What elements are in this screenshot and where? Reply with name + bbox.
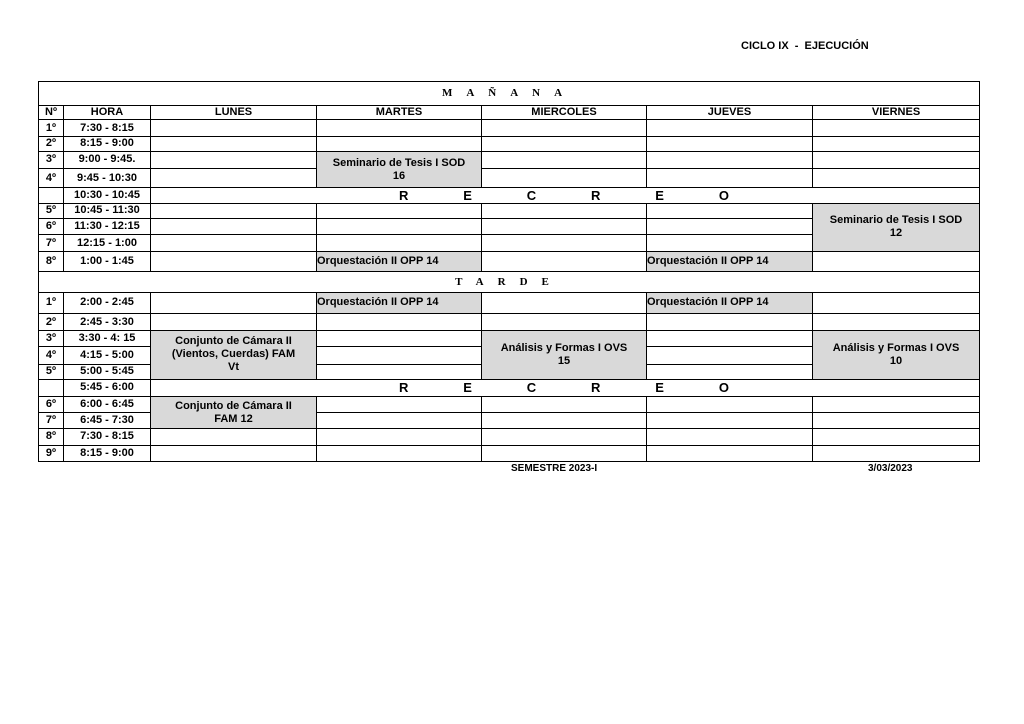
col-lunes-header: LUNES [151, 106, 317, 120]
table-row [39, 151, 980, 168]
row-hour: 10:30 - 10:45 [64, 188, 151, 203]
row-number: 2º [39, 313, 64, 330]
row-number: 3º [39, 151, 64, 168]
table-row [39, 313, 980, 330]
course-analisis-miercoles: Análisis y Formas I OVS 15 [482, 331, 647, 380]
row-hour: 9:45 - 10:30 [64, 169, 151, 188]
course-orquestacion-martes: Orquestación II OPP 14 [317, 252, 482, 272]
row-hour: 2:45 - 3:30 [64, 313, 151, 330]
recreo-banner: R E C R E O [151, 379, 980, 396]
course-conjunto-lunes: Conjunto de Cámara II (Vientos, Cuerdas) FAM Vt [151, 331, 317, 380]
table-row [39, 396, 980, 412]
row-hour: 7:30 - 8:15 [64, 120, 151, 136]
footer-date: 3/03/2023 [868, 463, 913, 474]
row-hour: 5:45 - 6:00 [64, 379, 151, 396]
col-martes-header: MARTES [317, 106, 482, 120]
row-hour: 5:00 - 5:45 [64, 364, 151, 379]
row-hour: 12:15 - 1:00 [64, 234, 151, 251]
row-number: 7º [39, 234, 64, 251]
table-row [39, 120, 980, 136]
row-number: 4º [39, 347, 64, 364]
course-orquestacion-martes-pm: Orquestación II OPP 14 [317, 292, 482, 313]
row-hour: 1:00 - 1:45 [64, 252, 151, 272]
row-number: 2º [39, 136, 64, 151]
col-viernes-header: VIERNES [813, 106, 980, 120]
schedule-table [38, 81, 980, 462]
row-hour: 10:45 - 11:30 [64, 203, 151, 218]
row-hour: 6:00 - 6:45 [64, 396, 151, 412]
table-row [39, 445, 980, 461]
table-row [39, 252, 980, 272]
row-hour: 9:00 - 9:45. [64, 151, 151, 168]
row-number: 8º [39, 429, 64, 445]
header-row [39, 106, 980, 120]
document-title: CICLO IX - EJECUCIÓN [741, 40, 869, 52]
row-hour: 8:15 - 9:00 [64, 136, 151, 151]
row-hour: 2:00 - 2:45 [64, 292, 151, 313]
row-number: 4º [39, 169, 64, 188]
course-orquestacion-jueves: Orquestación II OPP 14 [647, 252, 813, 272]
footer-semester: SEMESTRE 2023-I [511, 463, 598, 474]
row-number: 8º [39, 252, 64, 272]
row-number: 7º [39, 413, 64, 429]
col-jueves-header: JUEVES [647, 106, 813, 120]
section-morning: MAÑANA [39, 82, 980, 106]
section-afternoon: TARDE [39, 272, 980, 292]
course-conjunto-lunes-2: Conjunto de Cámara II FAM 12 [151, 396, 317, 428]
row-number: 5º [39, 364, 64, 379]
row-hour: 3:30 - 4: 15 [64, 331, 151, 347]
row-number: 6º [39, 396, 64, 412]
row-number: 3º [39, 331, 64, 347]
course-seminario-martes: Seminario de Tesis I SOD 16 [317, 151, 482, 187]
col-hour-header: HORA [64, 106, 151, 120]
course-orquestacion-jueves-pm: Orquestación II OPP 14 [647, 292, 813, 313]
col-miercoles-header: MIERCOLES [482, 106, 647, 120]
row-number: 6º [39, 218, 64, 234]
course-seminario-viernes: Seminario de Tesis I SOD 12 [813, 203, 980, 252]
row-number: 9º [39, 445, 64, 461]
row-hour: 11:30 - 12:15 [64, 218, 151, 234]
row-number: 5º [39, 203, 64, 218]
row-number: 1º [39, 120, 64, 136]
recreo-row [39, 379, 980, 396]
row-hour: 4:15 - 5:00 [64, 347, 151, 364]
table-row [39, 429, 980, 445]
table-row [39, 136, 980, 151]
row-hour: 6:45 - 7:30 [64, 413, 151, 429]
recreo-banner: R E C R E O [151, 188, 980, 203]
course-analisis-viernes: Análisis y Formas I OVS 10 [813, 331, 980, 380]
table-row [39, 292, 980, 313]
row-hour: 8:15 - 9:00 [64, 445, 151, 461]
table-row [39, 331, 980, 347]
row-number: 1º [39, 292, 64, 313]
row-number [39, 379, 64, 396]
table-row [39, 169, 980, 188]
recreo-row [39, 188, 980, 203]
row-hour: 7:30 - 8:15 [64, 429, 151, 445]
col-num-header: Nº [39, 106, 64, 120]
row-number [39, 188, 64, 203]
table-row [39, 203, 980, 218]
